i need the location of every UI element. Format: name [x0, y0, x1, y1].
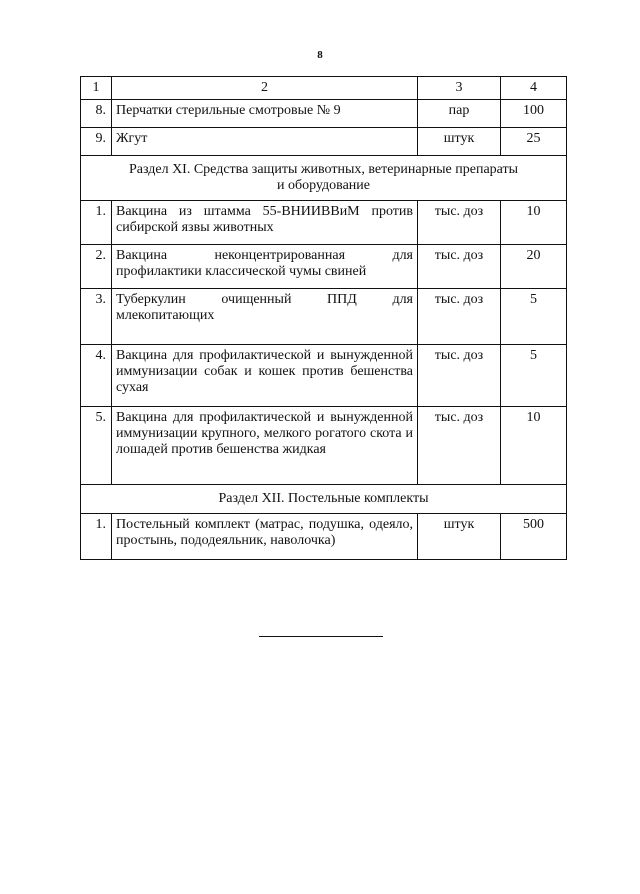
row-number: 1.	[81, 201, 112, 245]
header-col-4: 4	[501, 77, 567, 100]
header-col-1: 1	[81, 77, 112, 100]
item-quantity: 500	[501, 514, 567, 560]
section-xi-title-line1: Раздел XI. Средства защиты животных, ветеринарные препараты	[128, 162, 519, 177]
item-name: Перчатки стерильные смотровые № 9	[112, 100, 418, 128]
page-number: 8	[317, 49, 323, 61]
supplies-table	[80, 76, 567, 560]
row-number: 3.	[81, 289, 112, 345]
item-name: Туберкулин очищенный ППД для млекопитающих	[112, 289, 418, 345]
section-heading	[81, 156, 567, 201]
item-quantity: 5	[501, 345, 567, 407]
item-unit: тыс. доз	[418, 345, 501, 407]
item-quantity: 20	[501, 245, 567, 289]
table-row	[81, 128, 567, 156]
item-unit: штук	[418, 128, 501, 156]
table-row	[81, 201, 567, 245]
item-name: Постельный комплект (матрас, подушка, одеяло, простынь, пододеяльник, наволочка)	[112, 514, 418, 560]
item-unit: штук	[418, 514, 501, 560]
item-unit: тыс. доз	[418, 201, 501, 245]
item-quantity: 10	[501, 201, 567, 245]
row-number: 5.	[81, 407, 112, 485]
section-heading: Раздел XII. Постельные комплекты	[81, 485, 567, 514]
table-row	[81, 100, 567, 128]
header-col-2: 2	[112, 77, 418, 100]
section-heading-row	[81, 156, 567, 201]
item-unit: тыс. доз	[418, 407, 501, 485]
closing-line	[259, 636, 383, 637]
section-xi-title-line2: и оборудование	[276, 178, 370, 193]
item-quantity: 5	[501, 289, 567, 345]
item-unit: тыс. доз	[418, 245, 501, 289]
item-name: Вакцина из штамма 55-ВНИИВВиМ против сибирской язвы животных	[112, 201, 418, 245]
item-name: Вакцина для профилактической и вынужденной иммунизации крупного, мелкого рогатого скота и лошадей против бешенства жидкая	[112, 407, 418, 485]
table-row	[81, 289, 567, 345]
table-row	[81, 245, 567, 289]
row-number: 4.	[81, 345, 112, 407]
row-number: 2.	[81, 245, 112, 289]
header-col-3: 3	[418, 77, 501, 100]
item-name: Вакцина неконцентрированная для профилактики классической чумы свиней	[112, 245, 418, 289]
item-name: Жгут	[112, 128, 418, 156]
item-quantity: 10	[501, 407, 567, 485]
item-unit: пар	[418, 100, 501, 128]
table-row	[81, 514, 567, 560]
row-number: 1.	[81, 514, 112, 560]
item-quantity: 100	[501, 100, 567, 128]
table-header-row	[81, 77, 567, 100]
section-heading-row	[81, 485, 567, 514]
table-row	[81, 407, 567, 485]
item-unit: тыс. доз	[418, 289, 501, 345]
table-row	[81, 345, 567, 407]
row-number: 8.	[81, 100, 112, 128]
item-name: Вакцина для профилактической и вынужденной иммунизации собак и кошек против бешенства сухая	[112, 345, 418, 407]
item-quantity: 25	[501, 128, 567, 156]
row-number: 9.	[81, 128, 112, 156]
